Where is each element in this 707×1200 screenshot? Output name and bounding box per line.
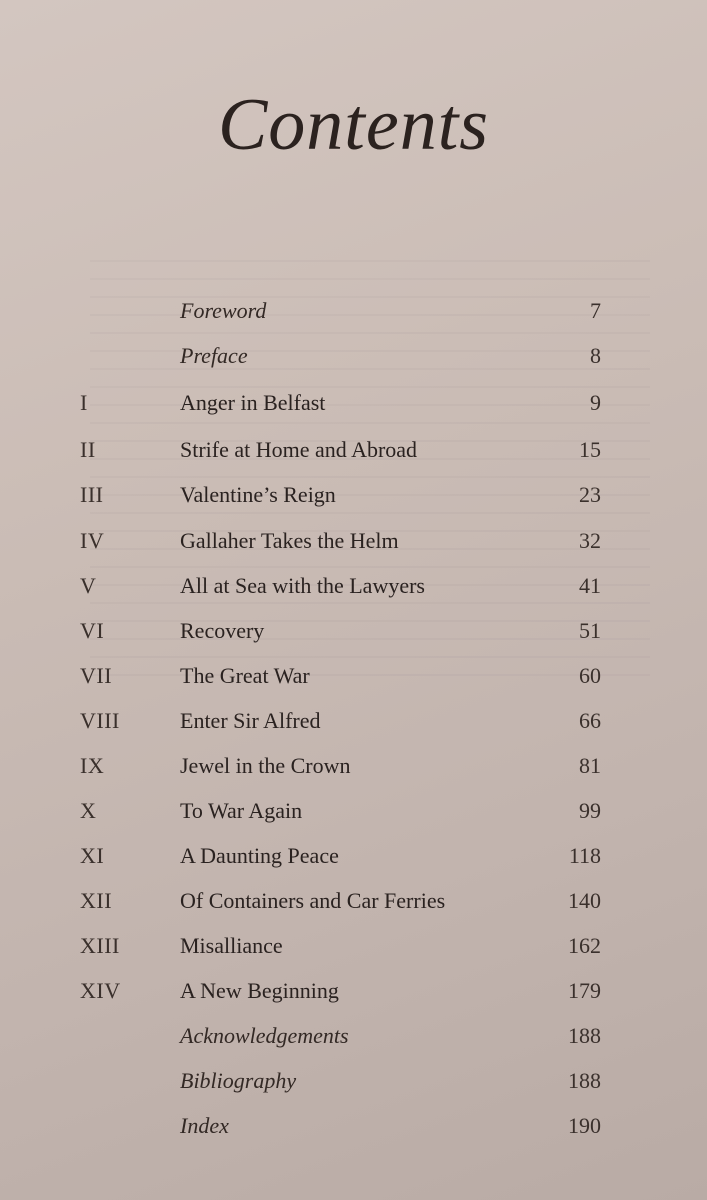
chapter-title: To War Again: [180, 798, 303, 823]
chapter-title: Bibliography: [180, 1068, 297, 1093]
toc-row-chapter-14: [0, 976, 707, 1006]
chapter-numeral: IX: [80, 753, 105, 778]
page-number: 66: [579, 708, 601, 733]
chapter-numeral: I: [80, 390, 88, 415]
page-title: Contents: [217, 84, 490, 166]
chapter-title: Acknowledgements: [180, 1023, 349, 1048]
page-number: 7: [590, 298, 601, 323]
chapter-numeral: III: [80, 482, 104, 507]
page-number: 140: [568, 888, 601, 913]
toc-row-acknowledgements: [0, 1021, 707, 1051]
toc-row-preface: [0, 341, 707, 371]
page-number: 81: [579, 753, 601, 778]
chapter-title: Recovery: [180, 618, 265, 643]
chapter-numeral: XIV: [80, 978, 121, 1003]
chapter-numeral: IV: [80, 528, 105, 553]
page-number: 60: [579, 663, 601, 688]
toc-row-chapter-3: [0, 480, 707, 510]
chapter-title: Valentine’s Reign: [180, 482, 336, 507]
toc-row-chapter-7: [0, 661, 707, 691]
page-number: 51: [579, 618, 601, 643]
toc-row-index: [0, 1111, 707, 1141]
toc-row-chapter-5: [0, 571, 707, 601]
chapter-numeral: II: [80, 437, 96, 462]
chapter-numeral: V: [80, 573, 97, 598]
toc-row-chapter-4: [0, 526, 707, 556]
chapter-title: Index: [180, 1113, 229, 1138]
toc-row-chapter-9: [0, 751, 707, 781]
chapter-title: Gallaher Takes the Helm: [180, 528, 399, 553]
chapter-numeral: VIII: [80, 708, 120, 733]
page-number: 23: [579, 482, 601, 507]
toc-row-chapter-12: [0, 886, 707, 916]
page-number: 15: [579, 437, 601, 462]
toc-row-chapter-6: [0, 616, 707, 646]
page-number: 99: [579, 798, 601, 823]
chapter-title: Foreword: [180, 298, 267, 323]
chapter-title: Strife at Home and Abroad: [180, 437, 418, 462]
toc-row-chapter-2: [0, 435, 707, 465]
page-number: 8: [590, 343, 601, 368]
chapter-numeral: VI: [80, 618, 105, 643]
page-number: 9: [590, 390, 601, 415]
chapter-numeral: XI: [80, 843, 105, 868]
toc-row-chapter-1: [0, 388, 707, 418]
chapter-title: All at Sea with the Lawyers: [180, 573, 425, 598]
page-number: 162: [568, 933, 601, 958]
chapter-title: Enter Sir Alfred: [180, 708, 321, 733]
chapter-title: Jewel in the Crown: [180, 753, 351, 778]
chapter-numeral: XIII: [80, 933, 120, 958]
page-number: 188: [568, 1023, 601, 1048]
page-number: 190: [568, 1113, 601, 1138]
toc-row-chapter-8: [0, 706, 707, 736]
chapter-title: A New Beginning: [180, 978, 339, 1003]
page-number: 32: [579, 528, 601, 553]
toc-row-chapter-13: [0, 931, 707, 961]
chapter-title: A Daunting Peace: [180, 843, 339, 868]
toc-row-chapter-11: [0, 841, 707, 871]
chapter-numeral: VII: [80, 663, 113, 688]
toc-row-chapter-10: [0, 796, 707, 826]
toc-row-foreword: [0, 296, 707, 326]
chapter-numeral: X: [80, 798, 97, 823]
chapter-title: Of Containers and Car Ferries: [180, 888, 446, 913]
chapter-title: The Great War: [180, 663, 310, 688]
page-number: 179: [568, 978, 601, 1003]
chapter-title: Anger in Belfast: [180, 390, 326, 415]
page-number: 188: [568, 1068, 601, 1093]
chapter-title: Preface: [180, 343, 248, 368]
chapter-title: Misalliance: [180, 933, 283, 958]
toc-row-bibliography: [0, 1066, 707, 1096]
page-number: 41: [579, 573, 601, 598]
chapter-numeral: XII: [80, 888, 113, 913]
page-number: 118: [568, 843, 601, 868]
